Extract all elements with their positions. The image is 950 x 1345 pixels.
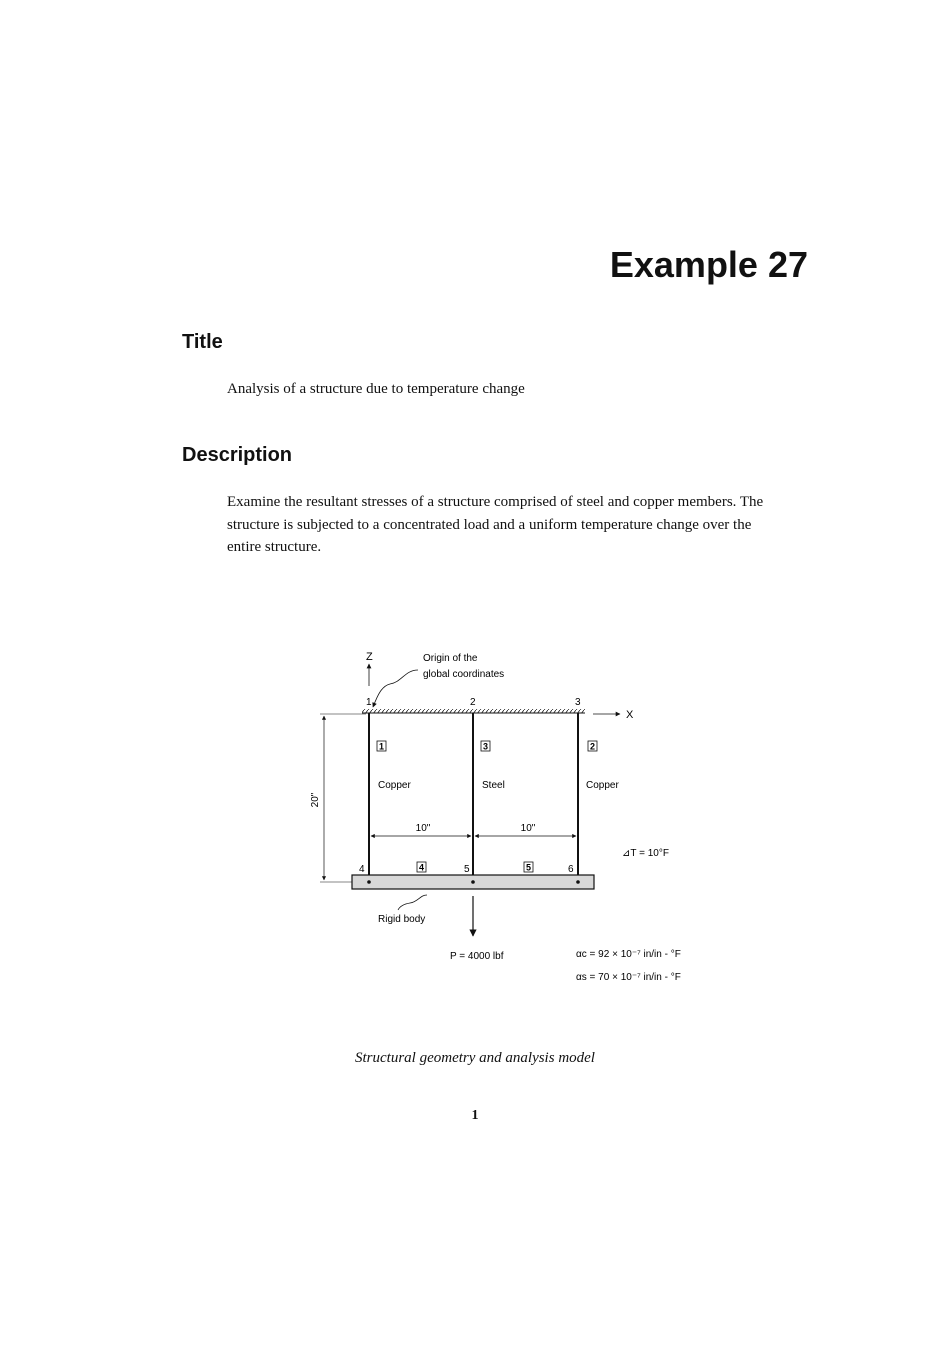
svg-text:1: 1 (378, 741, 385, 752)
title-section-heading: Title (182, 331, 223, 353)
svg-text:5: 5 (525, 862, 532, 873)
description-section-heading: Description (182, 444, 293, 466)
origin-label-line2: global coordinates (423, 669, 505, 680)
page-number: 1 (471, 1108, 479, 1123)
load-arrow (450, 896, 504, 962)
svg-text:3: 3 (482, 741, 489, 752)
delta-t-label: ⊿T = 10°F (622, 848, 669, 859)
rigid-body-bar (352, 875, 594, 889)
x-axis (593, 709, 634, 721)
fixed-support (362, 709, 585, 713)
node-2-label: 2 (470, 697, 476, 708)
z-axis-label: Z (366, 651, 373, 663)
element-1-tag (377, 741, 386, 752)
rigid-body-annotation (378, 895, 427, 925)
alpha-copper-label: αc = 92 × 10⁻⁷ in/in - °F (576, 949, 681, 960)
material-label-center: Steel (482, 780, 505, 791)
right-span-label: 10" (520, 823, 536, 834)
element-5-tag (524, 862, 533, 873)
x-axis-label: X (626, 709, 634, 721)
material-label-left: Copper (378, 780, 411, 791)
page-title: Example 27 (609, 244, 808, 285)
height-dimension (310, 714, 366, 882)
alpha-steel-label: αs = 70 × 10⁻⁷ in/in - °F (576, 972, 681, 983)
title-section-text: Analysis of a structure due to temperature change (227, 381, 525, 397)
node-1-label: 1 (366, 697, 372, 708)
material-label-right: Copper (586, 780, 619, 791)
load-label: P = 4000 lbf (450, 951, 504, 962)
node-3-label: 3 (575, 697, 581, 708)
element-2-tag (588, 741, 597, 752)
node-4-label: 4 (359, 864, 365, 875)
origin-label-line1: Origin of the (423, 653, 478, 664)
origin-annotation (373, 653, 504, 707)
figure-caption: Structural geometry and analysis model (355, 1050, 595, 1066)
z-axis (366, 651, 373, 686)
structural-diagram (300, 640, 700, 1000)
element-3-tag (481, 741, 490, 752)
element-4-tag (417, 862, 426, 873)
rigid-body-label: Rigid body (378, 914, 426, 925)
height-dimension-label: 20" (310, 792, 321, 808)
svg-text:2: 2 (589, 741, 596, 752)
description-section-text: Examine the resultant stresses of a structure comprised of steel and copper members. The structure is subjected to a concentrated load and a uniform temperature change over the entire structure. (227, 494, 764, 555)
node-6-label: 6 (568, 864, 574, 875)
svg-text:4: 4 (418, 862, 425, 873)
node-5-label: 5 (464, 864, 470, 875)
left-span-label: 10" (415, 823, 431, 834)
